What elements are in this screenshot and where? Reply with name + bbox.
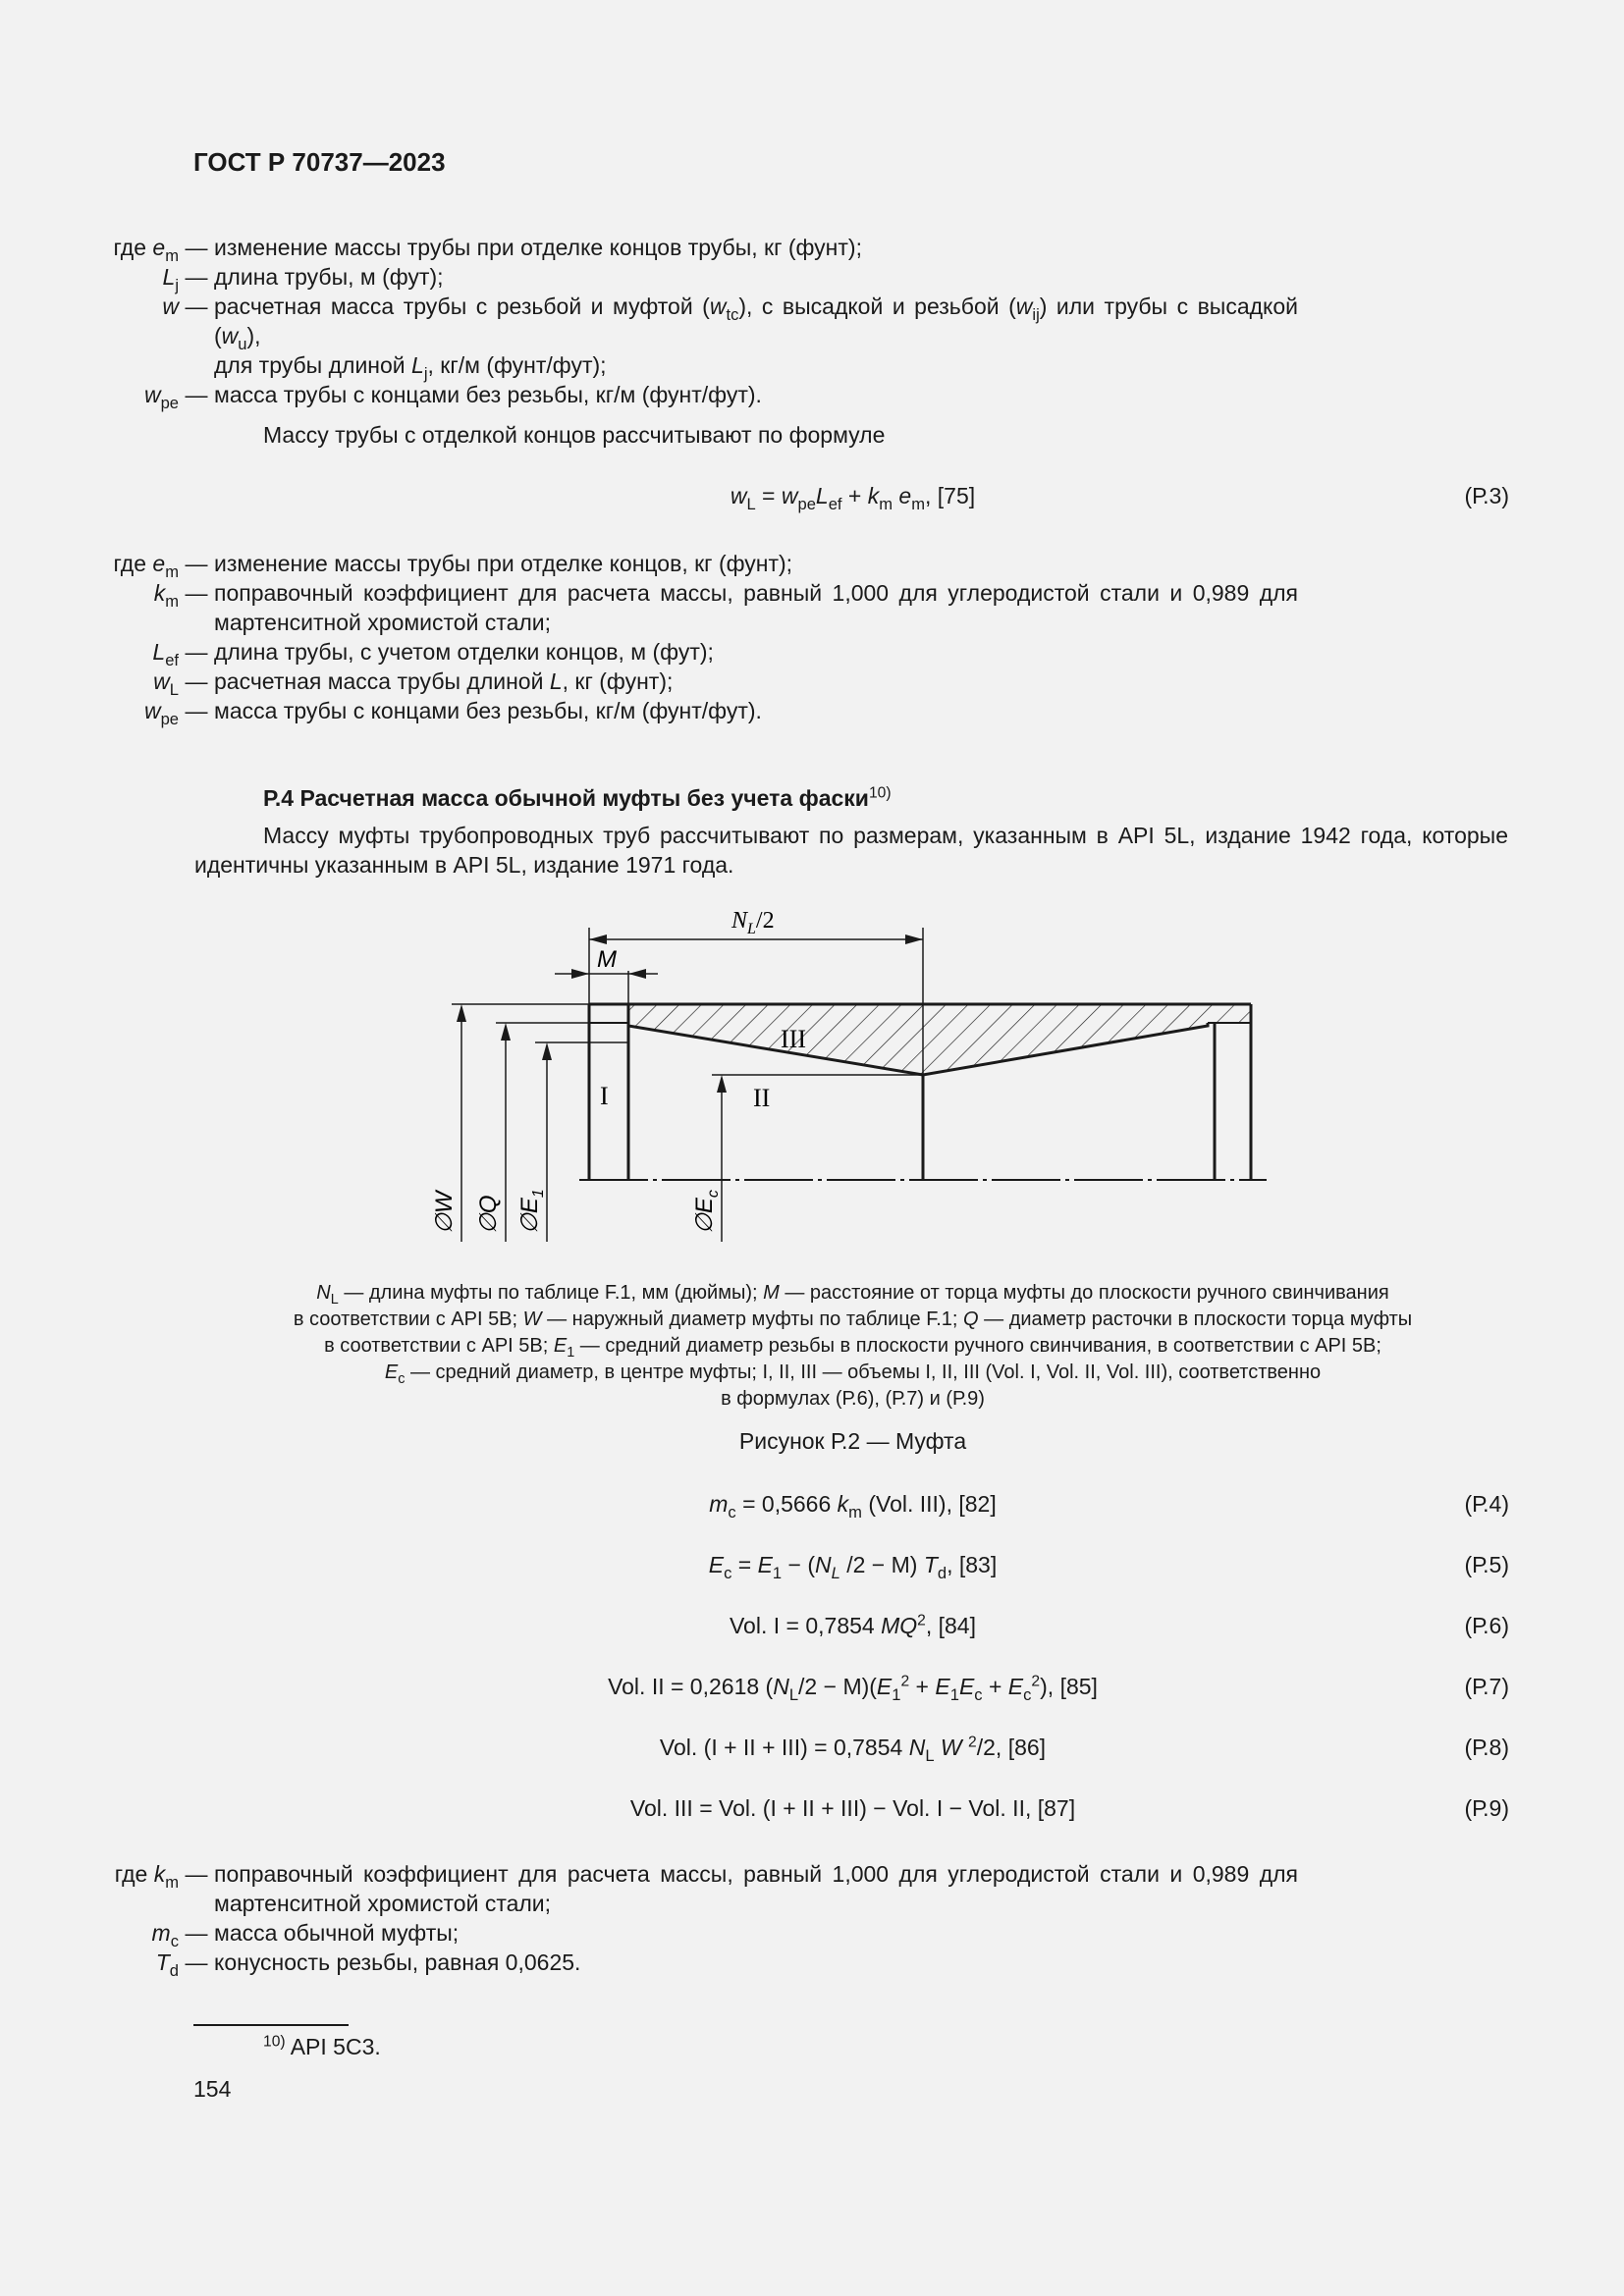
equation-p4: $m_c = 0,5666$ $k_m$ (Vol. III), [82] (Р.4) — [709, 1491, 1509, 1522]
equation-p6: Vol. I = 0,7854 $MQ^2$, [84] (Р.6) — [729, 1612, 1509, 1638]
def-row-td: $T_d$ — конусность резьбы, равная 0,0625. — [0, 1948, 1298, 1977]
definitions-block-3 — [0, 1859, 1298, 1980]
label-dia-w: ∅W — [431, 1191, 458, 1234]
equation-p9: Vol. III = Vol. (I + II + III) − Vol. I − Vol. II, [87] (Р.9) — [629, 1795, 1509, 1821]
def-text: расчетная масса трубы длиной L, кг (фунт); — [214, 668, 674, 694]
equation-p8: Vol. (I + II + III) = 0,7854 $N_L$ W $^2$/2, [86] (Р.8) — [659, 1734, 1509, 1765]
def-row-wpe: $w_{pe}$ — масса трубы с концами без резьбы, кг/м (фунт/фут). — [0, 696, 1298, 725]
def-symbol: $L_{ef}$ — [152, 639, 179, 669]
equation-number: (Р.8) — [1464, 1735, 1509, 1760]
def-symbol: где $e_m$ — [113, 235, 179, 265]
def-symbol: $k_m$ — [153, 580, 179, 611]
equation-number: (Р.6) — [1464, 1613, 1509, 1638]
equation-formula: $w_L = w_{pe}L_{ef} + k_m$ $e_m$, [75] — [730, 483, 976, 513]
figure-title: Рисунок Р.2 — Муфта — [738, 1428, 967, 1454]
footnote-rule — [193, 2024, 349, 2026]
label-m: M — [597, 946, 617, 973]
page-number: 154 — [193, 2076, 232, 2102]
label-nl2: $N_L/2$ — [731, 908, 775, 937]
equation-p5: $E_c = E_1 - (N_L$ /2 − M) $T_d$, [83] (Р.5) — [708, 1552, 1509, 1582]
def-symbol: w — [162, 294, 179, 319]
equation-number: (Р.9) — [1464, 1795, 1509, 1821]
def-text: длина трубы, с учетом отделки концов, м (фут); — [214, 639, 714, 665]
equation-p3 — [196, 481, 1509, 513]
coupling-drawing — [407, 898, 1281, 1252]
def-row-km: где $k_m$ — поправочный коэффициент для расчета массы, равный 1,000 для углеродистой стали и 0,989 для мартенситной хромистой стали; — [0, 1859, 1298, 1918]
def-text: длина трубы, м (фут); — [214, 264, 444, 290]
def-symbol: $T_d$ — [155, 1949, 179, 1980]
definitions-block-2 — [0, 549, 1298, 728]
equation-number: (Р.3) — [1464, 483, 1509, 508]
def-row-km: $k_m$ — поправочный коэффициент для расчета массы, равный 1,000 для углеродистой стали и 0,989 для мартенситной хромистой стали; — [0, 578, 1298, 637]
equation-number: (Р.4) — [1464, 1491, 1509, 1517]
def-text: расчетная масса трубы с резьбой и муфтой $(w_{tc})$, с высадкой и резьбой $(w_{ij})$ или трубы с высадкой $(w_u)$, для трубы длиной $L_j$, кг/м (фунт/фут); — [214, 294, 1298, 383]
def-row-wl: $w_L$ — расчетная масса трубы длиной L, кг (фунт); — [0, 667, 1298, 696]
label-dia-q: ∅Q — [475, 1195, 502, 1234]
def-row-em: где $e_m$ — изменение массы трубы при отделке концов, кг (фунт); — [0, 549, 1298, 578]
def-row-lj: $L_j$ — длина трубы, м (фут); — [0, 262, 1298, 292]
def-symbol: где $k_m$ — [114, 1861, 179, 1892]
equation-p7: Vol. II = 0,2618 $(N_L/2 - M)(E_1^2 + E_1E_c + E_c^2)$, [85] (Р.7) — [608, 1673, 1509, 1704]
def-row-lef: $L_{ef}$ — длина трубы, с учетом отделки концов, м (фут); — [0, 637, 1298, 667]
def-text: конусность резьбы, равная 0,0625. — [214, 1949, 581, 1975]
def-text: поправочный коэффициент для расчета массы, равный 1,000 для углеродистой стали и 0,989 для мартенситной хромистой стали; — [214, 580, 1298, 635]
def-symbol: $w_{pe}$ — [143, 698, 179, 728]
paragraph-p3-intro: Массу трубы с отделкой концов рассчитывают по формуле — [263, 422, 886, 448]
def-symbol: $w_{pe}$ — [143, 382, 179, 412]
def-symbol: где $e_m$ — [113, 551, 179, 581]
footnote-mark: 10) — [868, 784, 892, 802]
definitions-block-1 — [0, 233, 1298, 412]
footnote-mark: 10) — [263, 2033, 286, 2051]
def-row-wpe: $w_{pe}$ — масса трубы с концами без резьбы, кг/м (фунт/фут). — [0, 380, 1298, 409]
paragraph-p4: Массу муфты трубопроводных труб рассчитывают по размерам, указанным в API 5L, издание 1942 года, которые идентичны указанным в API 5L, издание 1971 года. — [194, 823, 1508, 878]
def-text: поправочный коэффициент для расчета массы, равный 1,000 для углеродистой стали и 0,989 для мартенситной хромистой стали; — [214, 1861, 1298, 1916]
def-text: изменение массы трубы при отделке концов, кг (фунт); — [214, 551, 793, 576]
label-volume-1: I — [600, 1082, 609, 1110]
def-symbol: $m_c$ — [151, 1920, 179, 1950]
def-text: изменение массы трубы при отделке концов трубы, кг (фунт); — [214, 235, 862, 260]
label-volume-2: II — [753, 1084, 771, 1112]
def-row-w: w — расчетная масса трубы с резьбой и муфтой $(w_{tc})$, с высадкой и резьбой $(w_{ij})$ или трубы с высадкой $(w_u)$, для трубы длиной $L_j$, кг/м (фунт/фут); — [0, 292, 1298, 380]
def-text: масса трубы с концами без резьбы, кг/м (фунт/фут). — [214, 382, 762, 407]
def-row-em: где $e_m$ — изменение массы трубы при отделке концов трубы, кг (фунт); — [0, 233, 1298, 262]
def-symbol: $L_j$ — [162, 264, 179, 294]
figure-caption: $N_L$ — длина муфты по таблице F.1, мм (дюймы); M — расстояние от торца муфты до плоскости ручного свинчивания в соответствии с API 5B; W — наружный диаметр муфты по таблице F.1; Q — диаметр расточки в плоскости торца муфты в соответствии с API 5B; $E_1$ — средний диаметр резьбы в плоскости ручного свинчивания, в соответствии с API 5B; $E_c$ — средний диаметр, в центре муфты; I, II, III — объемы I, II, III (Vol. I, Vol. II, Vol. III), соответственно в формулах (Р.6), (Р.7) и (Р.9) — [293, 1282, 1413, 1410]
footnote: $^{10)}$ API 5C3. — [263, 2033, 381, 2059]
label-dia-e1: $\emptyset E_1$ — [516, 1189, 547, 1234]
def-symbol: $w_L$ — [153, 668, 179, 699]
equation-number: (Р.7) — [1464, 1674, 1509, 1699]
label-volume-3: III — [781, 1025, 806, 1053]
def-row-mc: $m_c$ — масса обычной муфты; — [0, 1918, 1298, 1948]
equation-number: (Р.5) — [1464, 1552, 1509, 1577]
hatched-region — [628, 1004, 1251, 1075]
label-dia-ec: $\emptyset E_c$ — [691, 1190, 722, 1234]
def-text: масса трубы с концами без резьбы, кг/м (фунт/фут). — [214, 698, 762, 723]
section-heading-p4: Р.4 Расчетная масса обычной муфты без учета фаски$^{10)}$ — [263, 784, 892, 811]
def-text: масса обычной муфты; — [214, 1920, 460, 1946]
document-header: ГОСТ Р 70737—2023 — [193, 147, 446, 177]
